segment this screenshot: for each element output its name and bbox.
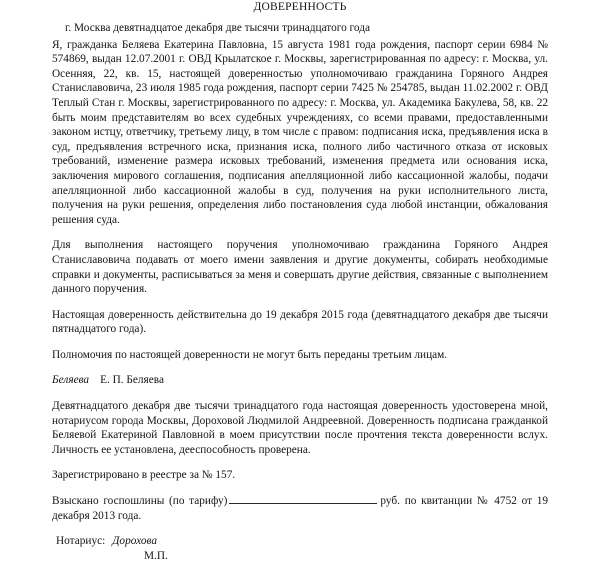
state-fee-label: Взыскано госпошлины (по тарифу) [52,495,228,508]
notary-label: Нотариус: [56,535,106,548]
validity-paragraph: Настоящая доверенность действительна до 19 декабря 2015 года (девятнадцатого декабря две тысячи пятнадцатого года). [52,308,548,336]
notary-certification-paragraph: Девятнадцатого декабря две тысячи тринадцатого года настоящая доверенность удостоверена мной, нотариусом города Москвы, Дороховой Людмилой Андреевной. Доверенность подписана гражданкой Беляевой Екатериной Павловной в моем присутствии после прочтения текста доверенности вслух. Личность ее установлена, дееспособность проверена. [52,400,548,456]
registry-number-line: Зарегистрировано в реестре за № 157. [52,469,236,482]
state-fee-date: от 19 декабря 2013 года. [52,495,549,522]
state-fee-blank-field[interactable] [229,494,377,504]
state-fee-line [52,494,548,523]
delegated-authority-paragraph: Для выполнения настоящего поручения уполномочиваю гражданина Горяного Андрея Станиславовича подавать от моего имени заявления и другие документы, собирать необходимые справки и документы, расписываться за меня и совершать другие действия, связанные с выполнением данного поручения. [52,239,548,296]
principal-signature-row [52,373,548,388]
notary-signature-row [52,534,548,549]
principal-handwritten-signature: Беляева [52,374,90,387]
no-substitution-paragraph: Полномочия по настоящей доверенности не могут быть переданы третьим лицам. [52,348,448,361]
state-fee-receipt: руб. по квитанции № 4752 [380,495,517,508]
seal-mark: М.П. [144,549,168,562]
principal-and-powers-paragraph: Я, гражданка Беляева Екатерина Павловна, 15 августа 1981 года рождения, паспорт серии 6984 № 574869, выдан 12.07.2001 г. ОВД Крылатское г. Москвы, зарегистрированная по адресу: г. Москва, ул. Осенняя, 22, кв. 15, настоящей доверенностью уполномочиваю гражданина Горяного Андрея Станиславовича, 23 июля 1985 года рождения, паспорт серии 7425 № 254785, выдан 11.02.2002 г. ОВД Теплый Стан г. Москвы, зарегистрированного по адресу: г. Москва, ул. Академика Бакулева, 58, кв. 22 быть моим представителям во всех судебных учреждениях, со всеми правами, предоставленными законом истцу, ответчику, третьему лицу, в том числе с правом: подписания иска, предъявления иска в суд, предъявления встречного иска, признания иска, полного либо частичного отказа от исковых требований, изменение размера исковых требований, изменения предмета или основания иска, заключения мирового соглашения, подписания апелляционной либо кассационной жалобы, подачи апелляционной либо кассационной жалобы в суд, получения на руки исполнительного листа, получения на руки решения, определения либо постановления суда любой инстанции, обжалования решения суда. [52,38,548,226]
principal-printed-name: Е. П. Беляева [100,374,164,387]
notary-handwritten-signature: Дорохова [112,535,158,548]
place-and-date-line: г. Москва девятнадцатое декабря две тысячи тринадцатого года [65,22,370,34]
page-title: ДОВЕРЕННОСТЬ [253,1,347,13]
